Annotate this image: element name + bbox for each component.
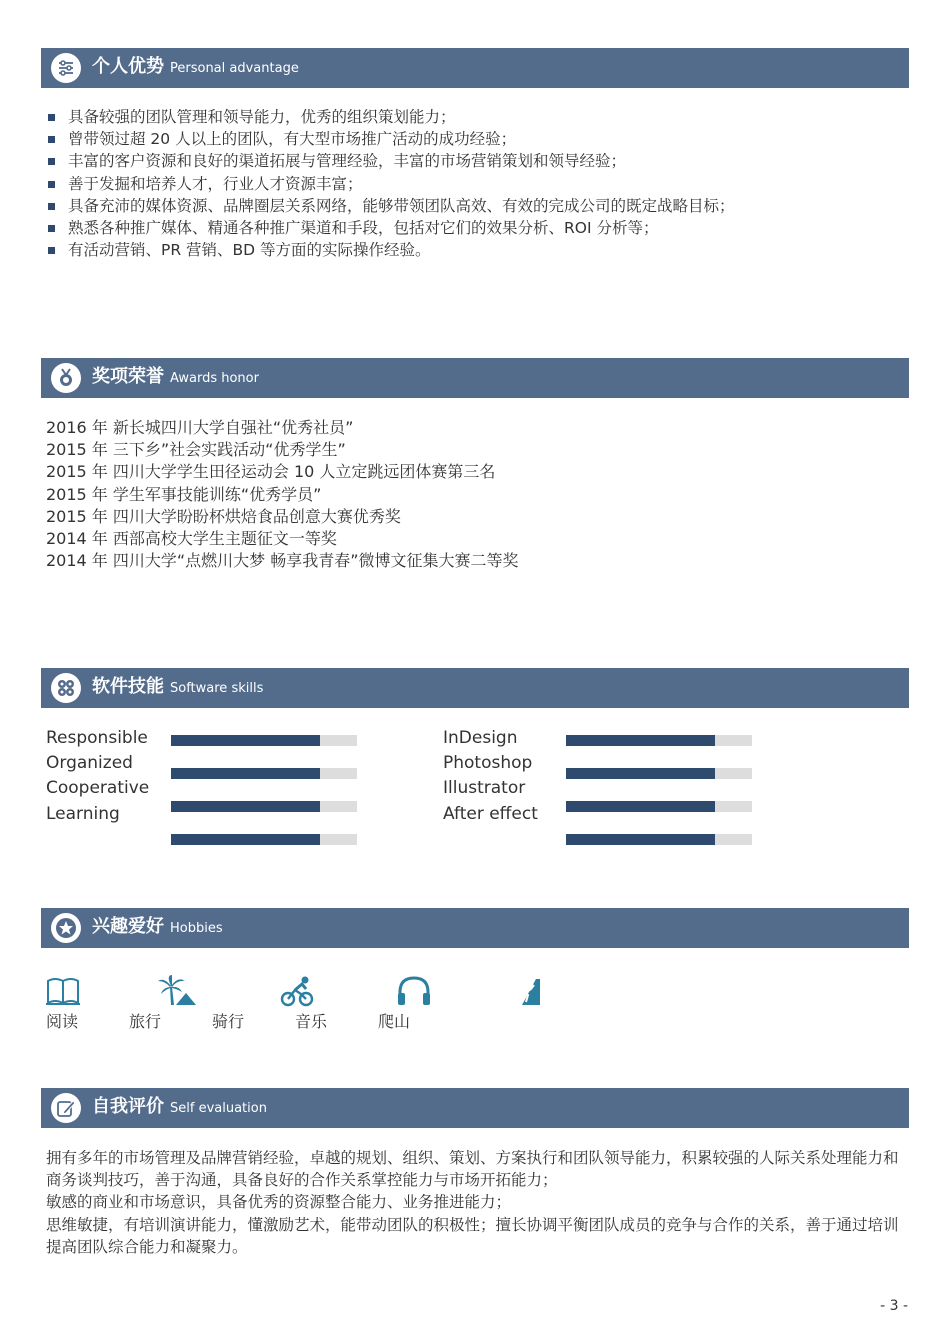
medal-icon <box>51 363 81 393</box>
skill-bar-fill <box>566 801 715 812</box>
hobby-label: 旅行 <box>129 1012 162 1031</box>
sliders-icon <box>51 53 81 83</box>
skill-bar <box>171 801 357 812</box>
self-evaluation-text <box>46 1147 912 1258</box>
skill-bar <box>171 768 357 779</box>
section-title: 奖项荣誉 Awards honor <box>92 366 259 387</box>
section-subtitle: Self evaluation <box>170 1101 267 1116</box>
section-title: 个人优势 Personal advantage <box>92 56 299 77</box>
skill-name: Cooperative <box>46 778 150 798</box>
edit-icon <box>51 1093 81 1123</box>
skill-name: After effect <box>443 804 538 824</box>
list-item: 熟悉各种推广媒体、精通各种推广渠道和手段，包括对它们的效果分析、ROI 分析等； <box>46 217 735 239</box>
page-number: - 3 - <box>880 1298 908 1314</box>
palm-tree-icon <box>158 975 194 1007</box>
section-subtitle: Software skills <box>170 681 264 696</box>
hobby-label: 阅读 <box>46 1012 79 1031</box>
section-title: 自我评价 Self evaluation <box>92 1096 267 1117</box>
list-item: 2015 年 三下乡”社会实践活动“优秀学生” <box>46 440 346 460</box>
list-item: 有活动营销、PR 营销、BD 等方面的实际操作经验。 <box>46 239 735 261</box>
section-header-awards <box>41 358 909 398</box>
list-item: 2015 年 学生军事技能训练“优秀学员” <box>46 484 322 504</box>
paragraph: 敏感的商业和市场意识，具备优秀的资源整合能力、业务推进能力； <box>46 1193 512 1212</box>
list-item: 2014 年 四川大学“点燃川大梦 畅享我青春”微博文征集大赛二等奖 <box>46 551 519 571</box>
hobby-label: 爬山 <box>378 1012 411 1031</box>
list-item: 丰富的客户资源和良好的渠道拓展与管理经验，丰富的市场营销策划和领导经验； <box>46 150 735 172</box>
section-title: 软件技能 Software skills <box>92 676 264 697</box>
section-subtitle: Awards honor <box>170 371 259 386</box>
skill-bar <box>566 834 752 845</box>
skill-name: Learning <box>46 804 120 824</box>
skill-bar-fill <box>566 735 715 746</box>
section-header-self-evaluation <box>41 1088 909 1128</box>
grid-icon <box>51 673 81 703</box>
skill-bar-fill <box>566 834 715 845</box>
list-item: 2015 年 四川大学学生田径运动会 10 人立定跳远团体赛第三名 <box>46 462 496 482</box>
section-title: 兴趣爱好 Hobbies <box>92 916 223 937</box>
skill-name: Responsible <box>46 728 148 748</box>
skill-bar <box>566 801 752 812</box>
list-item: 具备较强的团队管理和领导能力，优秀的组织策划能力； <box>46 106 735 128</box>
paragraph: 拥有多年的市场管理及品牌营销经验，卓越的规划、组织、策划、方案执行和团队领导能力，积累较强的人际关系处理能力和商务谈判技巧，善于沟通，具备良好的合作关系掌控能力与市场开拓能力； <box>46 1149 899 1190</box>
skill-bar <box>171 735 357 746</box>
list-item: 2016 年 新长城四川大学自强社“优秀社员” <box>46 418 354 437</box>
skill-name: Photoshop <box>443 753 533 773</box>
book-icon <box>45 975 81 1007</box>
skill-bar-fill <box>171 801 320 812</box>
hobby-label: 音乐 <box>295 1012 328 1031</box>
section-subtitle: Hobbies <box>170 921 223 936</box>
section-header-personal-advantage <box>41 48 909 88</box>
skill-name: Illustrator <box>443 778 526 798</box>
paragraph: 思维敏捷，有培训演讲能力，懂激励艺术，能带动团队的积极性；擅长协调平衡团队成员的竞争与合作的关系，善于通过培训提高团队综合能力和凝聚力。 <box>46 1215 899 1256</box>
skill-name: InDesign <box>443 728 518 748</box>
skill-bar-fill <box>171 735 320 746</box>
skill-bar <box>566 735 752 746</box>
cyclist-icon <box>280 975 316 1007</box>
list-item: 善于发掘和培养人才，行业人才资源丰富； <box>46 173 735 195</box>
headphones-icon <box>396 975 432 1007</box>
awards-list <box>46 417 519 572</box>
star-icon <box>51 913 81 943</box>
list-item: 2014 年 西部高校大学生主题征文一等奖 <box>46 529 337 549</box>
section-header-hobbies <box>41 908 909 948</box>
skill-bar <box>566 768 752 779</box>
climber-icon <box>516 975 552 1007</box>
skill-bar-fill <box>566 768 715 779</box>
skill-bar-fill <box>171 768 320 779</box>
list-item: 曾带领过超 20 人以上的团队，有大型市场推广活动的成功经验； <box>46 128 735 150</box>
section-subtitle: Personal advantage <box>170 61 299 76</box>
skill-bar <box>171 834 357 845</box>
skill-bar-fill <box>171 834 320 845</box>
advantage-list <box>46 106 735 261</box>
skill-name: Organized <box>46 753 133 773</box>
list-item: 2015 年 四川大学盼盼杯烘焙食品创意大赛优秀奖 <box>46 506 401 526</box>
hobby-label: 骑行 <box>212 1012 245 1031</box>
list-item: 具备充沛的媒体资源、品牌圈层关系网络，能够带领团队高效、有效的完成公司的既定战略目标； <box>46 195 735 217</box>
section-header-skills <box>41 668 909 708</box>
